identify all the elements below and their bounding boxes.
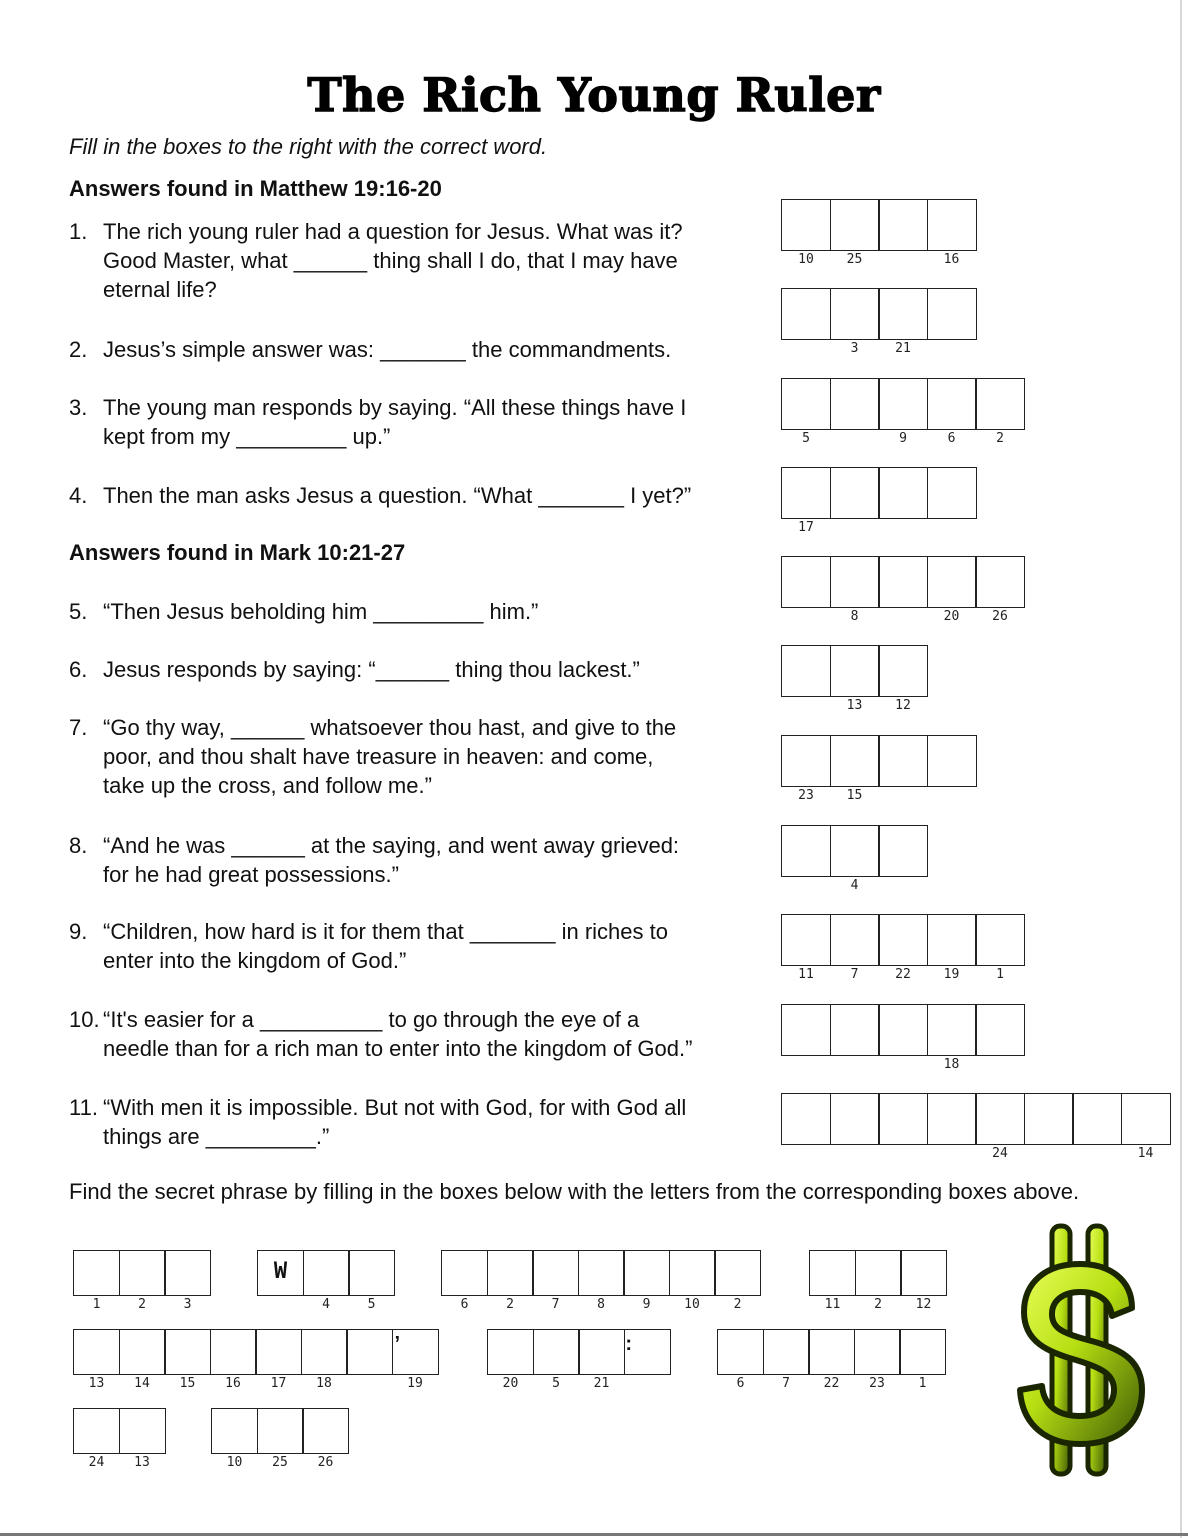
box-number: 13 [846, 698, 863, 713]
letter-box[interactable] [830, 645, 880, 713]
letter-box[interactable] [927, 1093, 977, 1145]
box-number: 8 [597, 1297, 605, 1312]
secret-letter-box[interactable] [855, 1250, 902, 1312]
question-number: 11. [69, 1095, 98, 1120]
secret-letter-box[interactable] [900, 1250, 947, 1312]
letter-box[interactable] [781, 645, 831, 697]
dollar-sign-icon [1014, 1220, 1154, 1480]
page-title: The Rich Young Ruler [307, 68, 881, 122]
letter-box[interactable] [878, 1093, 928, 1145]
punctuation-mark: : [625, 1333, 632, 1355]
secret-letter-box[interactable] [624, 1329, 671, 1375]
question-number: 8. [69, 833, 88, 858]
box-number: 23 [798, 788, 814, 803]
secret-word-9 [211, 1408, 349, 1470]
secret-letter-box[interactable] [533, 1329, 580, 1391]
letter-box[interactable] [1024, 1093, 1074, 1145]
box-number: 7 [551, 1297, 560, 1312]
answer-boxes-9 [781, 914, 1025, 982]
letter-box[interactable] [927, 556, 977, 624]
letter-box[interactable] [975, 556, 1025, 624]
box-number: 5 [552, 1376, 560, 1391]
question-3 [69, 393, 769, 451]
box-number: 24 [88, 1455, 105, 1470]
letter-box[interactable] [927, 1004, 977, 1072]
box-number: 13 [134, 1455, 150, 1470]
letter-box[interactable] [975, 1093, 1025, 1161]
question-text: “And he was ______ at the saying, and went away grieved: for he had great possessions.” [103, 833, 680, 887]
letter-box[interactable] [975, 914, 1025, 982]
question-number: 9. [69, 919, 88, 944]
letter-box[interactable] [878, 735, 928, 787]
question-text: Then the man asks Jesus a question. “What _______ I yet?” [103, 483, 692, 508]
box-number: 7 [782, 1376, 790, 1391]
letter-box[interactable] [781, 556, 831, 608]
box-number: 5 [802, 431, 810, 446]
box-number: 18 [943, 1057, 960, 1072]
secret-letter-box[interactable] [211, 1408, 258, 1470]
secret-letter-box[interactable] [392, 1329, 439, 1391]
question-number: 10. [69, 1007, 100, 1032]
prefilled-letter: W [273, 1259, 288, 1284]
secret-letter-box[interactable] [578, 1250, 625, 1312]
box-number: 7 [850, 967, 859, 982]
letter-box[interactable] [927, 378, 977, 446]
secret-letter-box[interactable] [809, 1250, 856, 1312]
answer-boxes-1 [781, 199, 977, 267]
box-number: 20 [943, 609, 960, 624]
box-number: 11 [824, 1297, 841, 1312]
box-number: 22 [895, 967, 911, 982]
answer-boxes-10 [781, 1004, 1025, 1072]
secret-letter-box[interactable] [714, 1250, 761, 1312]
box-number: 6 [460, 1297, 469, 1312]
question-7 [69, 713, 769, 800]
box-number: 15 [846, 788, 863, 803]
secret-letter-box[interactable] [899, 1329, 946, 1391]
letter-box[interactable] [878, 288, 928, 356]
secret-letter-box[interactable] [441, 1250, 488, 1312]
box-number: 2 [506, 1297, 514, 1312]
box-number: 9 [899, 431, 907, 446]
letter-box[interactable] [1072, 1093, 1122, 1145]
question-number: 7. [69, 715, 88, 740]
letter-box[interactable] [830, 378, 880, 430]
box-number: 18 [316, 1376, 332, 1391]
letter-box[interactable] [830, 1004, 880, 1056]
letter-box[interactable] [781, 825, 831, 877]
letter-box[interactable] [927, 735, 977, 787]
secret-letter-box[interactable] [487, 1329, 534, 1391]
question-text: “It's easier for a __________ to go through the eye of a needle than for a rich man to enter into the kingdom of God.” [103, 1007, 693, 1061]
box-number: 14 [1137, 1146, 1154, 1161]
question-text: The young man responds by saying. “All these things have I kept from my _________ up.” [103, 395, 687, 449]
secret-letter-box[interactable] [623, 1250, 670, 1312]
letter-box[interactable] [878, 645, 928, 713]
secret-letter-box[interactable] [257, 1250, 304, 1296]
letter-box[interactable] [878, 556, 928, 608]
question-text: “Go thy way, ______ whatsoever thou hast, and give to the poor, and thou shalt have treasure in heaven: and come, take up the cross, and follow me.” [103, 715, 677, 798]
question-4 [69, 481, 769, 510]
secret-letter-box[interactable] [119, 1408, 166, 1470]
box-number: 26 [992, 609, 1008, 624]
letter-box[interactable] [927, 914, 977, 982]
secret-letter-box[interactable] [119, 1250, 166, 1312]
secret-word-7 [717, 1329, 946, 1391]
box-number: 21 [895, 341, 911, 356]
secret-letter-box[interactable] [210, 1329, 257, 1391]
box-number: 22 [823, 1376, 840, 1391]
box-number: 5 [367, 1297, 376, 1312]
letter-box[interactable] [781, 467, 831, 535]
letter-box[interactable] [781, 288, 831, 340]
box-number: 10 [798, 252, 814, 267]
page-edge [1180, 0, 1182, 1538]
box-number: 8 [850, 609, 859, 624]
box-number: 20 [502, 1376, 519, 1391]
box-number: 10 [226, 1455, 243, 1470]
letter-box[interactable] [878, 825, 928, 877]
box-number: 6 [947, 431, 956, 446]
answer-boxes-4 [781, 467, 977, 535]
letter-box[interactable] [781, 914, 831, 982]
question-1 [69, 217, 769, 304]
box-number: 3 [183, 1297, 192, 1312]
secret-letter-box[interactable] [717, 1329, 764, 1391]
box-number: 14 [134, 1376, 150, 1391]
box-number: 26 [317, 1455, 334, 1470]
letter-box[interactable] [830, 199, 880, 267]
question-8 [69, 831, 769, 889]
letter-box[interactable] [878, 914, 928, 982]
question-text: “Children, how hard is it for them that _______ in riches to enter into the kingdom of God.” [103, 919, 668, 973]
answer-boxes-5 [781, 556, 1025, 624]
letter-box[interactable] [830, 288, 880, 356]
box-number: 24 [992, 1146, 1008, 1161]
question-text: “With men it is impossible. But not with God, for with God all things are _________.” [103, 1095, 687, 1149]
question-number: 3. [69, 395, 88, 420]
page-bottom-border [0, 1533, 1188, 1536]
secret-letter-box[interactable] [669, 1250, 716, 1312]
box-number: 3 [850, 341, 859, 356]
box-number: 6 [736, 1376, 745, 1391]
box-number: 11 [798, 967, 814, 982]
box-number: 15 [179, 1376, 196, 1391]
question-2 [69, 335, 769, 364]
secret-word-5 [73, 1329, 439, 1391]
secret-letter-box[interactable] [532, 1250, 579, 1312]
question-number: 6. [69, 657, 88, 682]
question-number: 2. [69, 337, 88, 362]
box-number: 10 [684, 1297, 700, 1312]
box-number: 1 [92, 1297, 101, 1312]
secret-letter-box[interactable] [346, 1329, 400, 1375]
letter-box[interactable] [830, 1093, 880, 1145]
answer-boxes-7 [781, 735, 977, 803]
question-text: “Then Jesus beholding him _________ him.” [103, 599, 539, 624]
section-heading-matthew: Answers found in Matthew 19:16-20 [69, 176, 442, 201]
letter-box[interactable] [781, 1004, 831, 1056]
box-number: 17 [798, 520, 814, 535]
secret-letter-box[interactable] [119, 1329, 166, 1391]
letter-box[interactable] [781, 199, 831, 267]
letter-box[interactable] [975, 1004, 1025, 1056]
secret-letter-box[interactable] [257, 1408, 304, 1470]
letter-box[interactable] [781, 378, 831, 446]
secret-letter-box[interactable] [301, 1329, 348, 1391]
answer-boxes-6 [781, 645, 928, 713]
letter-box[interactable] [830, 467, 880, 519]
instructions: Fill in the boxes to the right with the correct word. [69, 134, 548, 159]
secret-phrase-instructions: Find the secret phrase by filling in the boxes below with the letters from the corresponding boxes above. [69, 1179, 1080, 1204]
secret-letter-box[interactable] [578, 1329, 632, 1391]
secret-letter-box[interactable] [303, 1250, 350, 1312]
box-number: 16 [943, 252, 960, 267]
letter-box[interactable] [927, 199, 977, 267]
question-5 [69, 597, 769, 626]
question-6 [69, 655, 769, 684]
letter-box[interactable] [927, 288, 977, 340]
box-number: 9 [642, 1297, 651, 1312]
box-number: 12 [915, 1297, 932, 1312]
secret-letter-box[interactable] [487, 1250, 534, 1312]
letter-box[interactable] [830, 914, 880, 982]
letter-box[interactable] [830, 735, 880, 803]
letter-box[interactable] [781, 1093, 831, 1145]
letter-box[interactable] [781, 735, 831, 803]
box-number: 4 [322, 1297, 330, 1312]
secret-word-2 [257, 1250, 395, 1312]
box-number: 1 [918, 1376, 927, 1391]
letter-box[interactable] [878, 199, 928, 251]
box-number: 2 [874, 1297, 882, 1312]
question-9 [69, 917, 769, 975]
letter-box[interactable] [975, 378, 1025, 446]
box-number: 12 [895, 698, 911, 713]
box-number: 16 [225, 1376, 241, 1391]
answer-boxes-8 [781, 825, 928, 893]
secret-letter-box[interactable] [854, 1329, 901, 1391]
letter-box[interactable] [1121, 1093, 1171, 1161]
box-number: 19 [943, 967, 960, 982]
answer-boxes-2 [781, 288, 977, 356]
question-text: The rich young ruler had a question for Jesus. What was it? Good Master, what ______ thing shall I do, that I may have eternal life? [103, 219, 683, 302]
secret-letter-box[interactable] [164, 1250, 211, 1312]
answer-boxes-11 [781, 1093, 1171, 1161]
question-10 [69, 1005, 769, 1063]
secret-letter-box[interactable] [302, 1408, 349, 1470]
secret-word-8 [73, 1408, 166, 1470]
letter-box[interactable] [878, 467, 928, 519]
secret-letter-box[interactable] [73, 1250, 120, 1312]
question-11 [69, 1093, 769, 1151]
secret-letter-box[interactable] [808, 1329, 855, 1391]
question-text: Jesus’s simple answer was: _______ the commandments. [103, 337, 672, 362]
answer-boxes-3 [781, 378, 1025, 446]
box-number: 4 [850, 878, 859, 893]
secret-letter-box[interactable] [73, 1329, 120, 1391]
section-heading-mark: Answers found in Mark 10:21-27 [69, 540, 406, 565]
box-number: 21 [593, 1376, 610, 1391]
question-number: 5. [69, 599, 88, 624]
box-number: 17 [270, 1376, 287, 1391]
box-number: 23 [869, 1376, 885, 1391]
question-text: Jesus responds by saying: “______ thing thou lackest.” [103, 657, 640, 682]
secret-word-6 [487, 1329, 671, 1391]
secret-letter-box[interactable] [255, 1329, 302, 1391]
punctuation-mark: ’ [394, 1333, 400, 1355]
secret-letter-box[interactable] [164, 1329, 211, 1391]
box-number: 13 [88, 1376, 105, 1391]
letter-box[interactable] [830, 825, 880, 893]
box-number: 2 [996, 431, 1004, 446]
box-number: 1 [996, 967, 1004, 982]
secret-letter-box[interactable] [763, 1329, 810, 1391]
secret-letter-box[interactable] [348, 1250, 395, 1312]
letter-box[interactable] [878, 1004, 928, 1056]
secret-word-4 [809, 1250, 947, 1312]
secret-word-1 [73, 1250, 211, 1312]
secret-word-3 [441, 1250, 761, 1312]
box-number: 25 [272, 1455, 288, 1470]
question-number: 4. [69, 483, 88, 508]
letter-box[interactable] [927, 467, 977, 519]
letter-box[interactable] [878, 378, 928, 446]
box-number: 2 [733, 1297, 742, 1312]
box-number: 19 [407, 1376, 423, 1391]
box-number: 25 [846, 252, 863, 267]
letter-box[interactable] [830, 556, 880, 624]
question-number: 1. [69, 219, 88, 244]
secret-letter-box[interactable] [73, 1408, 120, 1470]
box-number: 2 [138, 1297, 146, 1312]
